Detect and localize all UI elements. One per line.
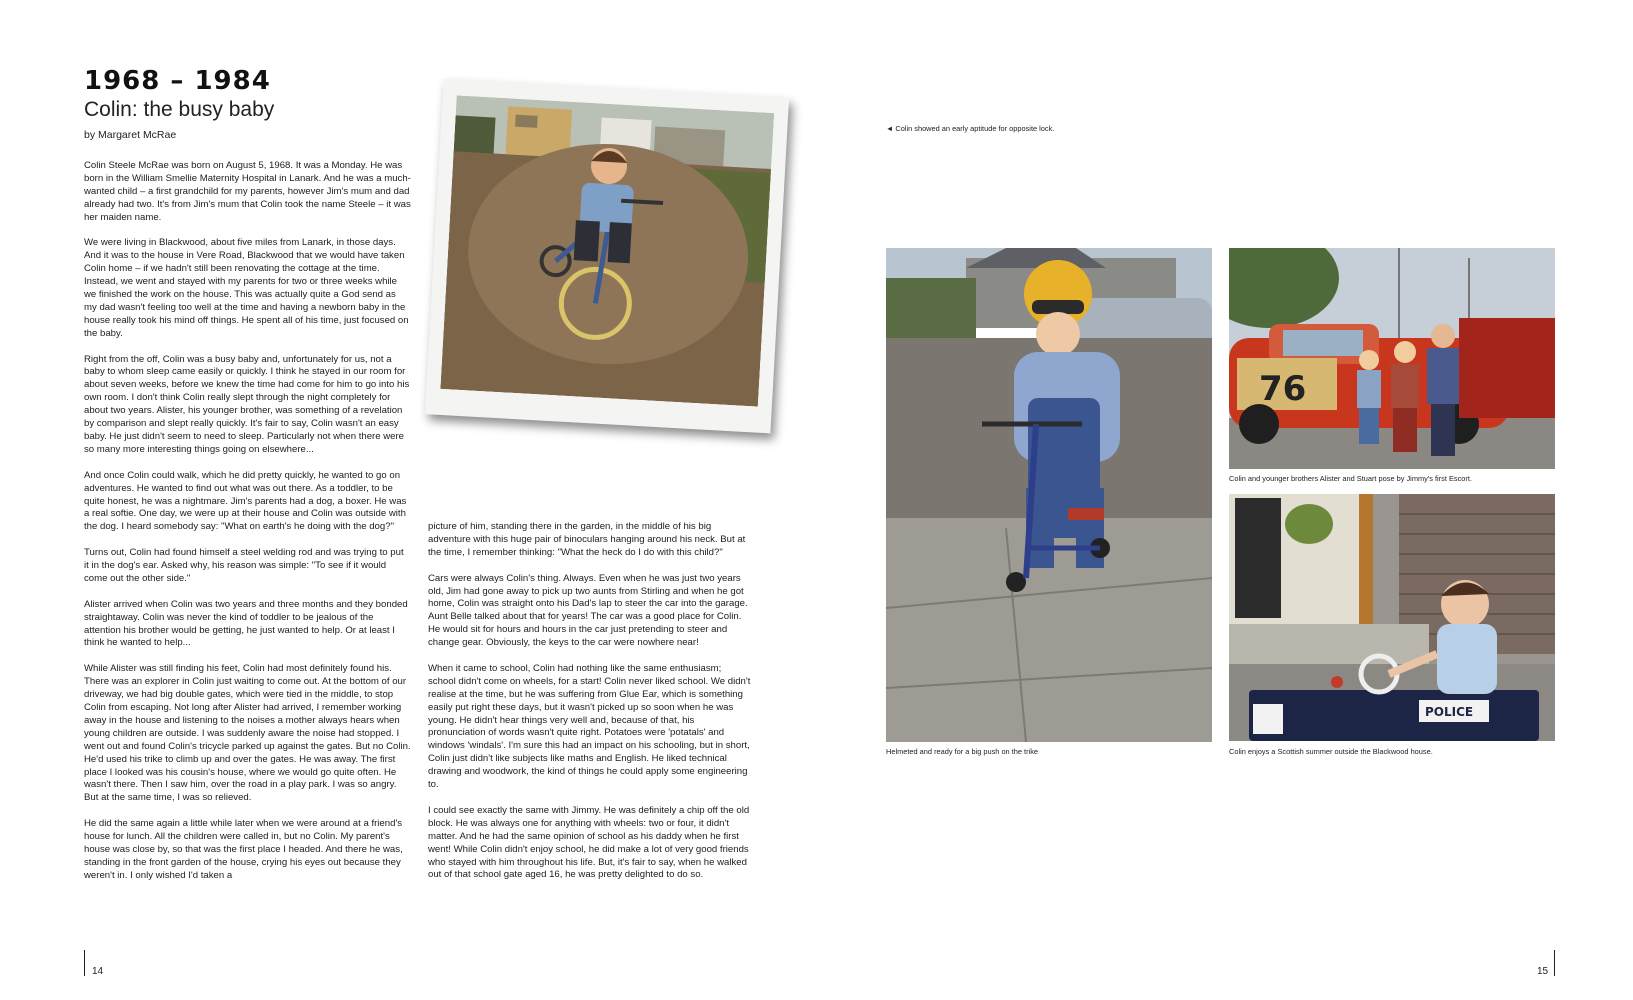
page-number-right: 15 [1537,966,1549,977]
brothers-escort-illustration [1229,248,1555,469]
photo-boy-police-car [1229,494,1555,741]
article-byline: by Margaret McRae [84,129,177,141]
text-column-1 [84,160,411,896]
page-rule-right [1554,950,1555,976]
polaroid-photo-tricycle [425,79,789,434]
caption-police-car: Colin enjoys a Scottish summer outside the Blackwood house. [1229,747,1433,756]
paragraph: When it came to school, Colin had nothing like the same enthusiasm; school didn't come on wheels, for a start! Colin never liked school. We didn't realise at the time, but he was suffering from Glue Ear, which is something easily put right these days, but it wasn't picked up so soon when he was young. He didn't hear things very well and, because of that, his pronunciation of words wasn't quite right. Potatoes were 'potatals' and windows 'windals'. I'm sure this had an impact on his schooling, but in short, Colin just didn't like subjects like maths and English. He liked technical drawing and woodwork, the kind of things he could apply some engineering to. [428,662,751,791]
page-number-left: 14 [92,966,104,977]
police-sign: POLICE [1425,705,1474,719]
photo-brothers-by-escort [1229,248,1555,469]
article-years-heading: 1968 – 1984 [84,66,271,96]
paragraph: Cars were always Colin's thing. Always. Even when he was just two years old, Jim had gone away to pick up two aunts from Stirling and when he got home, Colin was straight onto his Dad's lap to steer the car into the garage. Aunt Belle talked about that for years! The car was a good place for Colin. He would sit for hours and hours in the car just pretending to steer and change gear. Obviously, the keys to the car were nowhere near! [428,572,748,649]
paragraph: And once Colin could walk, which he did pretty quickly, he wanted to go on adventures. He wanted to find out what was out there. As a toddler, to be quite honest, he was a nightmare. Jim's parents had a dog, a boxer. He was a real softie. One day, we were up at their house and Colin was outside with the dog. I heard somebody say: "What on earth's he doing with the dog?" [84,469,407,533]
tricycle-driveway-illustration [440,95,774,406]
caption-brothers-escort: Colin and younger brothers Alister and Stuart pose by Jimmy's first Escort. [1229,474,1472,483]
helmeted-trike-illustration [886,248,1212,742]
left-page [0,0,816,1000]
right-page [816,0,1633,1000]
paragraph: We were living in Blackwood, about five miles from Lanark, in those days. And it was to the house in Vere Road, Blackwood that we would have taken Colin home – if we hadn't still been renovating the cottage at the time. Instead, we went and stayed with my parents for two or three weeks while we finished the work on the house. This was actually quite a God send as my dad wasn't feeling too well at the time and having a newborn baby in the house really took his mind off things. He spent all of his time, just focused on the baby. [84,237,409,339]
caption-opposite-lock: ◄ Colin showed an early aptitude for opposite lock. [886,124,1055,133]
photo-helmeted-boy-trike [886,248,1212,742]
paragraph: I could see exactly the same with Jimmy. He was definitely a chip off the old block. He was always one for anything with wheels: two or four, it didn't matter. And he had the same opinion of school as his daddy when he first went! While Colin didn't enjoy school, he did make a lot of very good friends who stayed with him throughout his life. But, it's fair to say, when he walked out of that school gate aged 16, he was pretty delighted to do so. [428,804,750,881]
paragraph: Right from the off, Colin was a busy baby and, unfortunately for us, not a baby to whom sleep came easily or quickly. I think he stayed in our room for about seven weeks, before we knew the time had come for him to go into his own room. I don't think Colin really slept through the night completely for about two years. Alister, his younger brother, was something of a revelation by comparison and slept really quickly. It's fair to say, Colin wasn't an easy baby. He just didn't seem to need to sleep. Particularly not when there were so many more interesting things going on elsewhere... [84,353,410,455]
caption-helmeted-trike: Helmeted and ready for a big push on the trike [886,747,1039,756]
text-column-2 [428,521,751,895]
paragraph: Alister arrived when Colin was two years and three months and they bonded straightaway. Colin was never the kind of toddler to be jealous of the attention his brother would be getting, he just wanted to help. Or at least I think he wanted to help... [84,598,408,649]
paragraph: While Alister was still finding his feet, Colin had most definitely found his. There was an explorer in Colin just waiting to come out. At the bottom of our driveway, we had big double gates, which were tied in the middle, to stop Colin from escaping. Not long after Alister had arrived, I remember working away in the house and listening to the noises a mother always hears when young children are outside. I was suddenly aware the noise had stopped. I went out and found Colin's tricycle parked up against the gates. But no Colin. He'd used his trike to climb up and over the gates. He was away. The first place I looked was his cousin's house, where we would go quite often. He wasn't there. Then I saw him, over the road in a play park. I was so angry. But at the same time, I was so relieved. [84,663,411,804]
paragraph: Turns out, Colin had found himself a steel welding rod and was trying to put it in the dog's ear. Asked why, his reason was simple: "To see if it would come out the other side." [84,547,404,584]
paragraph: He did the same again a little while later when we were around at a friend's house for lunch. All the children were called in, but no Colin. My parent's house was close by, so that was the first place I headed. And there he was, standing in the front garden of the house, crying his eyes out because they weren't in. I only wished I'd taken a [84,818,403,881]
photo-boy-on-tricycle-driveway [440,95,774,406]
paragraph: picture of him, standing there in the garden, in the middle of his big adventure with this huge pair of binoculars hanging around his neck. But at the time, I remember thinking: "What the heck do I do with this child?" [428,521,746,558]
paragraph: Colin Steele McRae was born on August 5, 1968. It was a Monday. He was born in the William Smellie Maternity Hospital in Lanark. And he was a much-wanted child – a first grandchild for my parents, however Jim's mum and dad already had two. It's from Jim's mum that Colin took the name Steele – it was her maiden name. [84,160,411,223]
car-number: 76 [1259,369,1307,409]
page-rule-left [84,950,85,976]
police-pedal-car-illustration [1229,494,1555,741]
article-subtitle: Colin: the busy baby [84,98,275,121]
